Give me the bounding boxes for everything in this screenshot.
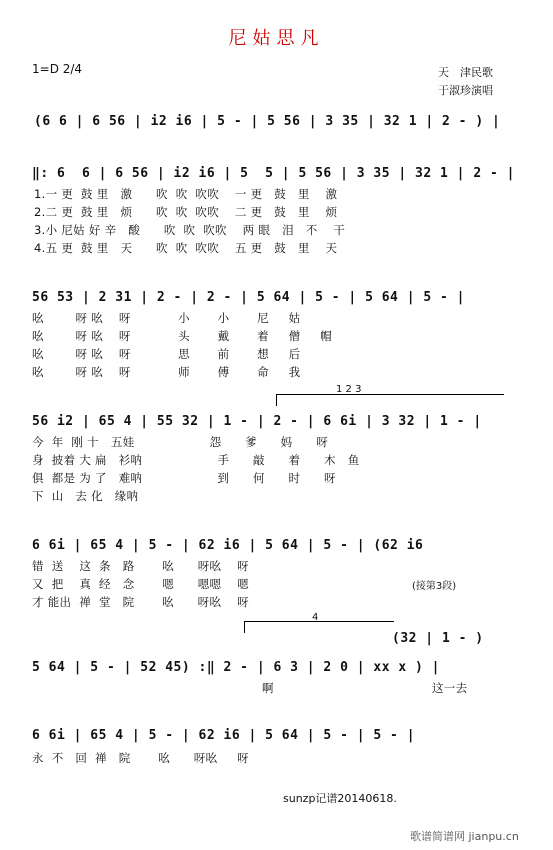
- volta-4-label: 4: [312, 612, 319, 623]
- system4-notes: 6 6i | 65 4 | 5 - | 62 i6 | 5 64 | 5 - | (62 i6: [32, 538, 424, 553]
- system5-lyric-ah: 啊: [262, 681, 274, 695]
- system4-verse1: 错 送 这 条 路 吆 呀吆 呀: [32, 559, 249, 573]
- system1-verse4: 4.五 更 鼓 里 天 吹 吹 吹吹 五 更 鼓 里 天: [34, 241, 338, 255]
- system4-verse3: 才 能出 禅 堂 院 吆 呀吆 呀: [32, 595, 249, 609]
- system6-notes: 6 6i | 65 4 | 5 - | 62 i6 | 5 64 | 5 - | 5 - |: [32, 728, 416, 743]
- system3-notes: 56 i2 | 65 4 | 55 32 | 1 - | 2 - | 6 6i | 3 32 | 1 - |: [32, 414, 482, 429]
- system3-verse3: 俱 都是 为 了 难呐 到 何 时 呀: [32, 471, 336, 485]
- system5-coda-notes: (32 | 1 - ): [392, 631, 484, 646]
- credit-genre: 天 津民歌: [438, 66, 493, 79]
- system1-verse1: 1.一 更 鼓 里 激 吹 吹 吹吹 一 更 鼓 里 激: [34, 187, 338, 201]
- system1-verse3: 3.小 尼姑 好 辛 酸 吹 吹 吹吹 两 眼 泪 不 干: [34, 223, 346, 237]
- credit-singer: 于淑珍演唱: [438, 84, 493, 97]
- system6-lyrics: 永 不 回 禅 院 吆 呀吆 呀: [32, 751, 249, 765]
- intro-notes: (6 6 | 6 56 | i2 i6 | 5 - | 5 56 | 3 35 | 32 1 | 2 - ) |: [34, 114, 501, 129]
- system1-verse2: 2.二 更 鼓 里 烦 吹 吹 吹吹 二 更 鼓 里 烦: [34, 205, 338, 219]
- key-signature: 1=D 2/4: [32, 62, 83, 76]
- volta-bracket-4: [244, 621, 394, 622]
- system3-verse1: 今 年 刚 十 五娃 怨 爹 妈 呀: [32, 435, 328, 449]
- system3-verse2: 身 披着 大 扁 衫呐 手 敲 着 木 鱼: [32, 453, 360, 467]
- system2-verse3: 吆 呀 吆 呀 思 前 想 后: [32, 347, 301, 361]
- system3-verse4: 下 山 去 化 缘呐: [32, 489, 139, 503]
- system2-verse2: 吆 呀 吆 呀 头 戴 着 僧 帽: [32, 329, 333, 343]
- watermark: 歌谱简谱网 jianpu.cn: [410, 830, 519, 843]
- system2-notes: 56 53 | 2 31 | 2 - | 2 - | 5 64 | 5 - | 5 64 | 5 - |: [32, 290, 465, 305]
- volta-123-label: 1 2 3: [336, 384, 362, 395]
- volta-bracket-123: [276, 394, 504, 395]
- system2-verse1: 吆 呀 吆 呀 小 小 尼 姑: [32, 311, 301, 325]
- system5-notes: 5 64 | 5 - | 52 45) :‖ 2 - | 6 3 | 2 0 | xx x ) |: [32, 660, 441, 675]
- song-title: 尼姑思凡: [228, 28, 325, 49]
- volta-bracket-4-hook: [244, 621, 245, 633]
- volta-bracket-123-hook: [276, 394, 277, 406]
- jump-to-verse3-note: (接第3段): [412, 581, 457, 592]
- system1-notes: ‖: 6 6 | 6 56 | i2 i6 | 5 5 | 5 56 | 3 35 | 32 1 | 2 - |: [32, 166, 515, 181]
- system5-lyric-this-go: 这一去: [432, 681, 468, 695]
- system4-verse2: 又 把 真 经 念 嗯 嗯嗯 嗯: [32, 577, 249, 591]
- transcriber-footer: sunzp记谱20140618.: [283, 792, 397, 805]
- system2-verse4: 吆 呀 吆 呀 师 傅 命 我: [32, 365, 301, 379]
